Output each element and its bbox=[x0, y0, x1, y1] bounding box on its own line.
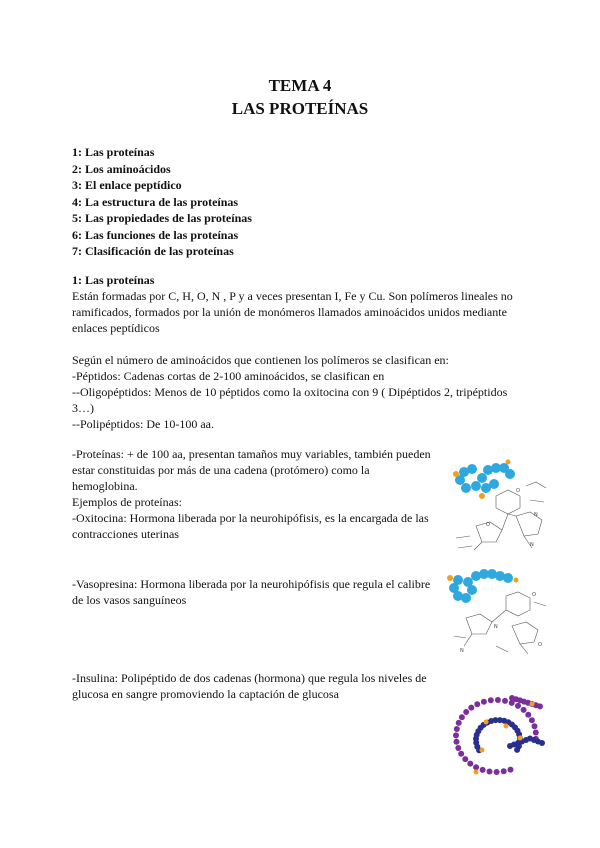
text-line: ramificados, formados por la unión de monómeros llamados aminoácidos unidos mediante bbox=[72, 305, 507, 319]
text-line: Según el número de aminoácidos que contienen los polímeros se clasifican en: bbox=[72, 353, 449, 367]
toc-item: 3: El enlace peptídico bbox=[72, 178, 182, 192]
chain-bead bbox=[480, 767, 486, 773]
svg-text:O: O bbox=[516, 488, 520, 494]
chain-bead bbox=[502, 698, 508, 704]
toc-item: 1: Las proteínas bbox=[72, 145, 155, 159]
chain-bead bbox=[532, 723, 538, 729]
text-line: contracciones uterinas bbox=[72, 527, 179, 541]
chain-bead bbox=[488, 697, 494, 703]
svg-text:O: O bbox=[538, 642, 542, 648]
text-line: -Oxitocina: Hormona liberada por la neurohipófisis, es la encargada de las bbox=[72, 511, 429, 525]
svg-text:O: O bbox=[532, 592, 536, 598]
svg-text:O: O bbox=[486, 522, 490, 528]
text-line: hemoglobina. bbox=[72, 479, 138, 493]
chain-bead bbox=[456, 720, 462, 726]
chain-bead bbox=[462, 756, 468, 762]
chain-bead bbox=[537, 703, 543, 709]
toc-item: 2: Los aminoácidos bbox=[72, 161, 171, 176]
insulina-paragraph bbox=[72, 670, 427, 702]
chain-bead bbox=[487, 769, 493, 775]
chain-bead bbox=[494, 769, 500, 775]
table-of-contents bbox=[72, 144, 252, 260]
vasopresina-image bbox=[446, 566, 554, 658]
chain-bead bbox=[453, 732, 459, 738]
text-line: glucosa en sangre promoviendo la captación de glucosa bbox=[72, 687, 339, 701]
svg-text:N: N bbox=[534, 512, 538, 518]
chain-bead bbox=[521, 707, 527, 713]
chain-bead bbox=[454, 739, 460, 745]
text-line: --Polipéptidos: De 10-100 aa. bbox=[72, 417, 214, 431]
chain-bead bbox=[467, 761, 473, 767]
toc-item: 7: Clasificación de las proteínas bbox=[72, 244, 234, 258]
text-line: de los vasos sanguíneos bbox=[72, 593, 187, 607]
text-line: estar constituidas por más de una cadena (protómero) como la bbox=[72, 463, 370, 477]
text-line: -Insulina: Polipéptido de dos cadenas (hormona) que regula los niveles de bbox=[72, 671, 427, 685]
text-line: -Péptidos: Cadenas cortas de 2-100 aminoácidos, se clasifican en bbox=[72, 369, 385, 383]
insulina-image bbox=[446, 686, 554, 782]
vasopresina-paragraph bbox=[72, 576, 430, 608]
chain-bead bbox=[481, 699, 487, 705]
text-line: Ejemplos de proteínas: bbox=[72, 495, 182, 509]
intro-paragraph bbox=[72, 288, 513, 336]
text-line: Están formadas por C, H, O, N , P y a veces presentan I, Fe y Cu. Son polímeros lineales no bbox=[72, 289, 513, 303]
toc-item: 5: Las propiedades de las proteínas bbox=[72, 211, 252, 225]
chain-bead bbox=[473, 764, 479, 770]
oxitocina-image bbox=[446, 456, 554, 556]
text-line: -Proteínas: + de 100 aa, presentan tamaños muy variables, también pueden bbox=[72, 447, 431, 461]
page-title: TEMA 4 bbox=[268, 76, 332, 95]
chain-bead bbox=[468, 705, 474, 711]
text-line: enlaces peptídicos bbox=[72, 321, 160, 335]
section-heading: 1: Las proteínas bbox=[72, 273, 155, 287]
chain-bead bbox=[529, 717, 535, 723]
text-line: -Vasopresina: Hormona liberada por la neurohipófisis que regula el calibre bbox=[72, 577, 431, 591]
chain-bead bbox=[459, 714, 465, 720]
proteins-paragraph bbox=[72, 446, 431, 542]
chain-bead bbox=[533, 730, 539, 736]
chain-bead bbox=[454, 726, 460, 732]
toc-item: 4: La estructura de las proteínas bbox=[72, 194, 239, 209]
chain-bead bbox=[525, 712, 531, 718]
chain-bead bbox=[508, 767, 514, 773]
classification-paragraph bbox=[72, 352, 507, 432]
page-subtitle: LAS PROTEÍNAS bbox=[231, 99, 369, 118]
svg-text:N: N bbox=[460, 648, 464, 654]
toc-item: 6: Las funciones de las proteínas bbox=[72, 227, 239, 242]
chain-bead bbox=[501, 768, 507, 774]
chain-bead bbox=[515, 703, 521, 709]
chain-bead bbox=[474, 701, 480, 707]
chain-bead bbox=[463, 709, 469, 715]
text-line: 3…) bbox=[72, 401, 94, 415]
svg-text:N: N bbox=[530, 542, 534, 548]
chain-bead bbox=[495, 697, 501, 703]
chain-bead bbox=[458, 751, 464, 757]
chain-bead bbox=[455, 745, 461, 751]
text-line: --Oligopéptidos: Menos de 10 péptidos como la oxitocina con 9 ( Dipéptidos 2, tripéptidos bbox=[72, 385, 508, 399]
chain-bead bbox=[514, 747, 520, 753]
svg-text:N: N bbox=[494, 624, 498, 630]
chain-bead bbox=[539, 740, 545, 746]
